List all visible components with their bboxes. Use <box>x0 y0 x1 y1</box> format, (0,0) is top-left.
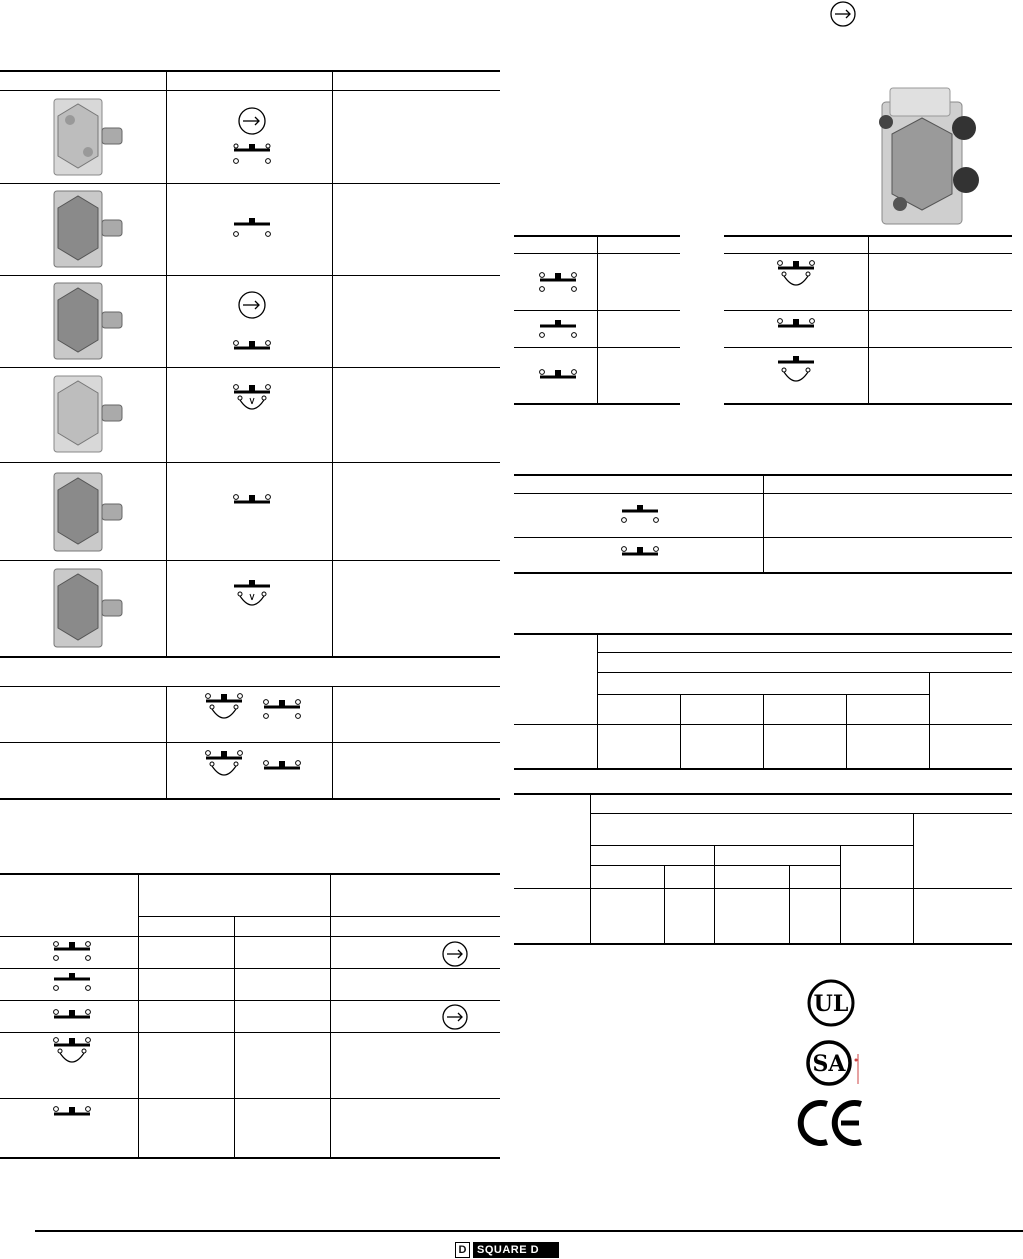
normally-closed-contact-icon <box>776 318 816 332</box>
normally-closed-contact-icon <box>538 272 578 294</box>
normally-open-contact-icon <box>620 505 660 527</box>
led-contact-icon <box>204 693 244 723</box>
led-contact-icon <box>776 260 816 290</box>
led-contact-icon <box>776 356 816 388</box>
late-break-arrow-icon <box>236 290 268 320</box>
svg-text:SA: SA <box>812 1051 846 1077</box>
square-d-logo-letter: D <box>455 1242 470 1258</box>
normally-open-contact-icon <box>232 218 272 242</box>
contact-block-photo <box>50 280 126 362</box>
late-break-arrow-icon <box>440 940 470 968</box>
contact-block-photo <box>50 373 126 455</box>
footer-rule <box>35 1230 1023 1232</box>
contact-block-photo <box>50 470 126 554</box>
normally-closed-contact-icon <box>232 144 272 166</box>
normally-closed-contact-icon <box>52 1106 92 1120</box>
normally-closed-contact-icon <box>262 699 302 721</box>
contact-block-photo <box>50 188 126 270</box>
ul-mark-icon <box>806 978 856 1028</box>
ce-mark-icon <box>795 1098 867 1148</box>
contact-block-photo <box>50 96 126 178</box>
led-contact-icon <box>232 580 272 612</box>
csa-mark-icon <box>806 1038 864 1088</box>
contact-block-product-photo <box>872 84 992 230</box>
contact-block-photo <box>50 566 126 650</box>
square-d-logo-text: SQUARE D <box>473 1242 559 1258</box>
normally-closed-contact-icon <box>232 340 272 354</box>
normally-closed-contact-icon <box>52 941 92 963</box>
normally-open-contact-icon <box>52 973 92 995</box>
late-break-arrow-icon <box>236 106 268 136</box>
normally-closed-contact-icon <box>538 369 578 383</box>
normally-closed-contact-icon <box>232 494 272 508</box>
normally-closed-contact-icon <box>262 760 302 774</box>
svg-text:UL: UL <box>813 991 849 1017</box>
led-contact-icon <box>52 1037 92 1067</box>
led-contact-icon <box>204 750 244 780</box>
normally-closed-contact-icon <box>52 1009 92 1023</box>
normally-open-contact-icon <box>538 320 578 342</box>
led-contact-icon <box>232 384 272 414</box>
normally-closed-contact-icon <box>620 546 660 560</box>
square-d-logo <box>455 1242 559 1257</box>
late-break-arrow-icon <box>828 0 858 30</box>
late-break-arrow-icon <box>440 1003 470 1031</box>
